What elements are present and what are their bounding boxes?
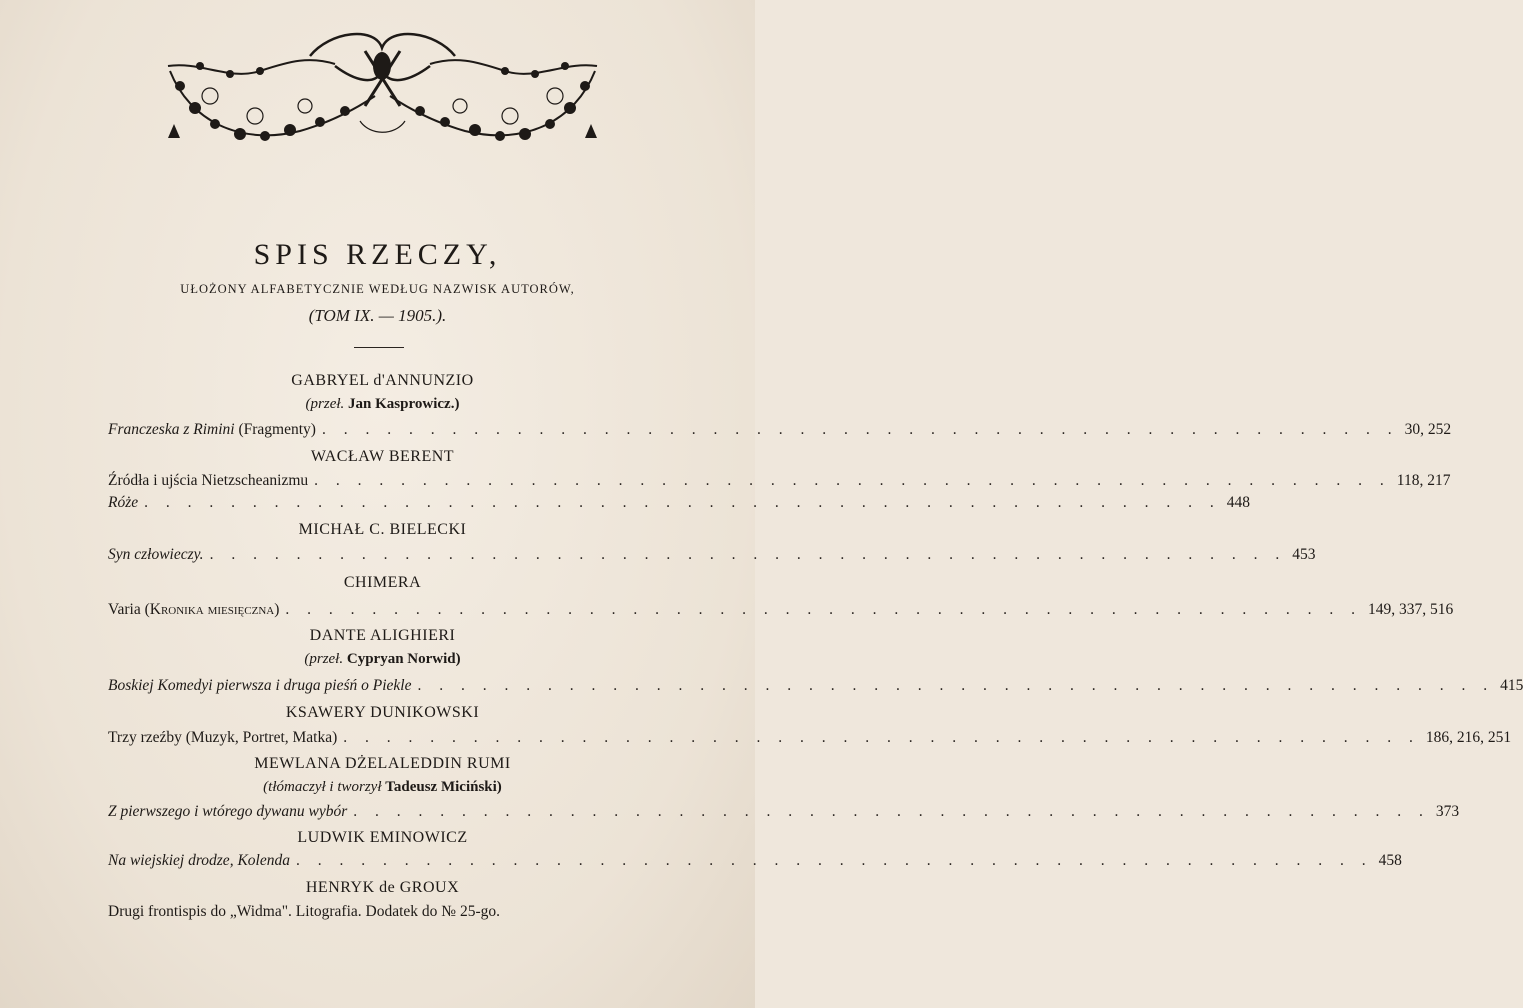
entry-title: Róże: [108, 494, 139, 511]
author-heading: KSAWERY DUNIKOWSKI: [285, 704, 480, 721]
author-heading: WACŁAW BERENT: [310, 448, 455, 465]
volume-label: (TOM IX. — 1905.).: [308, 306, 447, 325]
entry-pages: 415: [1500, 677, 1523, 694]
entry-title: Trzy rzeźby (Muzyk, Portret, Matka): [108, 729, 338, 746]
entry-title: Varia (Kronika miesięczna): [108, 601, 280, 618]
toc-entry[interactable]: [108, 494, 1251, 516]
toc-entry[interactable]: [108, 472, 1451, 494]
title-divider: [354, 347, 404, 348]
author-heading: MICHAŁ C. BIELECKI: [298, 521, 467, 538]
translator-lead: (przeł.: [305, 396, 345, 412]
toc-entry[interactable]: [108, 546, 1316, 568]
translator-lead: (przeł.: [304, 651, 344, 667]
author-heading: GABRYEL d'ANNUNZIO: [291, 372, 474, 389]
entry-pages: 453: [1292, 546, 1316, 563]
garland-ornament: [160, 26, 605, 158]
toc-entry[interactable]: [108, 421, 1452, 443]
toc-entry[interactable]: [108, 803, 1460, 825]
translator-lead: (tłómaczył i tworzył: [263, 779, 382, 795]
author-heading: MEWLANA DŻELALEDDIN RUMI: [254, 755, 511, 772]
entry-pages: 30, 252: [1404, 421, 1452, 438]
entry-pages: 373: [1435, 803, 1460, 820]
entry-title: Boskiej Komedyi pierwsza i druga pieśń o Piekle: [108, 677, 412, 694]
translator-name: Cypryan Norwid): [346, 651, 461, 667]
entry-pages: 448: [1226, 494, 1251, 511]
entry-title: Syn człowieczy.: [108, 546, 204, 563]
entry-pages: 458: [1378, 852, 1402, 869]
author-heading: DANTE ALIGHIERI: [309, 627, 456, 644]
dot-leader: . . . . . . . . . . . . . . . . . . . . . . . . . . . . . . . . . . . . . . . . . . . . . . . . . .: [321, 421, 1399, 438]
dot-leader: . . . . . . . . . . . . . . . . . . . . . . . . . . . . . . . . . . . . . . . . . . . . . . . . . .: [295, 852, 1373, 869]
translator-line: [110, 651, 655, 668]
author-heading: CHIMERA: [343, 574, 422, 591]
dot-leader: . . . . . . . . . . . . . . . . . . . . . . . . . . . . . . . . . . . . . . . . . . . . . . . . . .: [209, 546, 1287, 563]
toc-entry[interactable]: [108, 852, 1402, 874]
toc-entry[interactable]: [108, 677, 1523, 699]
dot-leader: . . . . . . . . . . . . . . . . . . . . . . . . . . . . . . . . . . . . . . . . . . . . . . . . . .: [144, 494, 1221, 511]
author-heading: LUDWIK EMINOWICZ: [297, 829, 468, 846]
translator-line: [110, 779, 655, 796]
entry-title: Źródła i ujścia Nietzscheanizmu: [108, 472, 309, 489]
dot-leader: . . . . . . . . . . . . . . . . . . . . . . . . . . . . . . . . . . . . . . . . . . . . . . . . . .: [343, 729, 1420, 746]
entry-pages: 186, 216, 251: [1425, 729, 1512, 746]
author-heading: HENRYK de GROUX: [305, 879, 460, 896]
entry-pages: 149, 337, 516: [1368, 601, 1454, 618]
translator-name: Jan Kasprowicz.): [348, 396, 460, 412]
toc-entry[interactable]: [108, 903, 656, 925]
dot-leader: . . . . . . . . . . . . . . . . . . . . . . . . . . . . . . . . . . . . . . . . . . . . . . . . . .: [314, 472, 1391, 489]
entry-title: Drugi frontispis do „Widma". Litografia. Dodatek do № 25-go.: [108, 903, 500, 920]
translator-line: [110, 396, 655, 413]
dot-leader: . . . . . . . . . . . . . . . . . . . . . . . . . . . . . . . . . . . . . . . . . . . . . . . . . .: [417, 677, 1495, 694]
translator-name: Tadeusz Miciński): [385, 779, 502, 795]
entry-title: Z pierwszego i wtórego dywanu wybór: [108, 803, 348, 820]
dot-leader: . . . . . . . . . . . . . . . . . . . . . . . . . . . . . . . . . . . . . . . . . . . . . . . . . .: [353, 803, 1430, 820]
entry-title: Na wiejskiej drodze, Kolenda: [108, 852, 290, 869]
toc-entry[interactable]: [108, 601, 1454, 623]
toc-entry[interactable]: [108, 729, 1512, 751]
entry-pages: 118, 217: [1396, 472, 1451, 489]
entry-title: Franczeska z Rimini (Fragmenty): [108, 421, 316, 438]
dot-leader: . . . . . . . . . . . . . . . . . . . . . . . . . . . . . . . . . . . . . . . . . . . . . . . . . .: [285, 601, 1362, 618]
page-title: SPIS RZECZY,: [253, 238, 502, 271]
page-subtitle: UŁOŻONY ALFABETYCZNIE WEDŁUG NAZWISK AUTORÓW,: [180, 282, 575, 296]
